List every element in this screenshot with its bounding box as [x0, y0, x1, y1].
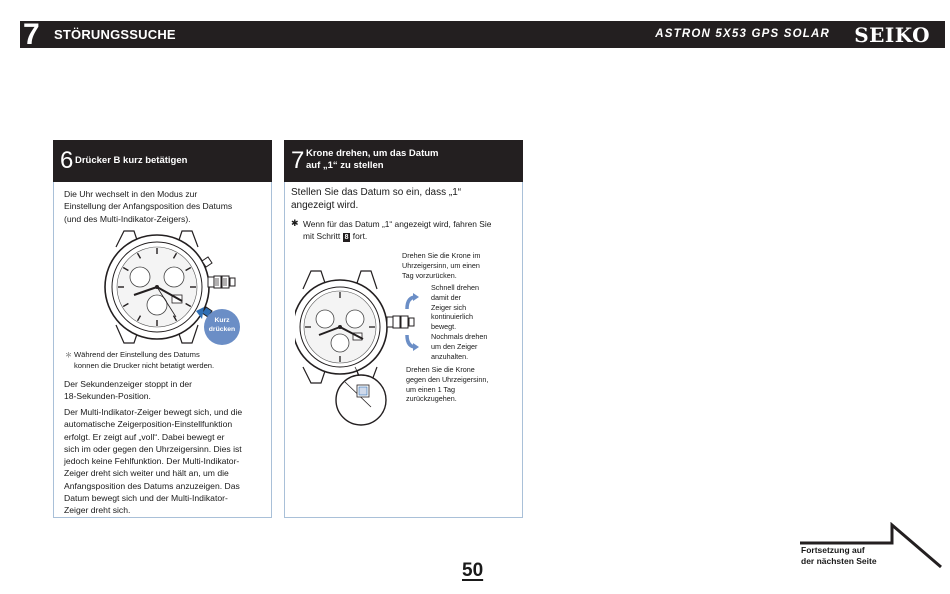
continue-note[interactable]: Fortsetzung auf der nächsten Seite — [801, 545, 877, 566]
step-number: 6 — [60, 147, 74, 174]
chapter-title: STÖRUNGSSUCHE — [54, 27, 176, 42]
step-7-panel — [284, 140, 523, 518]
page-number: 50 — [462, 560, 484, 581]
step-6-header — [53, 140, 272, 182]
step-7-lead: Stellen Sie das Datum so ein, dass „1“ angezeigt wird. — [291, 187, 462, 211]
chapter-number: 7 — [23, 18, 40, 51]
step-6-para-2: Der Multi-Indikator-Zeiger bewegt sich, und die automatische Zeigerposition-Einstellfunktion erfolgt. Er zeigt auf „voll“. Dabei bewegt er sich im oder gegen den Uhrzeigersinn. Dies ist jedoch keine Fehlfunktion. Der Multi-Indikator- Zeiger dreht sich weiter und hält an, um die Anfangsposition des Datums anzuzeigen. Das Datum bewegt sich und der Multi-Indikator- Zeiger dreht sich. — [64, 407, 243, 516]
step-badge: 8 — [344, 234, 349, 242]
callout-clockwise: Drehen Sie die Krone im Uhrzeigersinn, um einen Tag vorzurücken. — [402, 251, 481, 280]
step-7-header — [284, 140, 523, 182]
step-title: Krone drehen, um das Datum auf „1“ zu stellen — [306, 148, 439, 171]
step-title: Drücker B kurz betätigen — [75, 155, 188, 166]
note-mark: ＊ — [65, 352, 72, 359]
callout-fast-turn: Schnell drehen damit der Zeiger sich kontinuierlich bewegt. Nochmals drehen um den Zeiger anzuhalten. — [431, 283, 488, 361]
step-number: 7 — [291, 147, 305, 174]
page-header — [20, 18, 945, 51]
press-label: Kurz drücken — [208, 317, 236, 333]
rotate-counterclockwise-icon — [404, 333, 420, 351]
step-7-note: Wenn für das Datum „1“ angezeigt wird, fahren Sie mit Schritt 8 fort. — [303, 219, 492, 242]
model-name: ASTRON 5X53 GPS SOLAR — [655, 28, 830, 40]
step-6-panel — [53, 140, 272, 518]
rotate-clockwise-icon — [404, 293, 420, 311]
callout-counterclockwise: Drehen Sie die Krone gegen den Uhrzeigersinn, um einen 1 Tag zurückzugehen. — [406, 365, 489, 404]
note-mark: ✱ — [291, 218, 299, 228]
step-6-intro: Die Uhr wechselt in den Modus zur Einstellung der Anfangsposition des Datums (und des Multi-Indikator-Zeigers). — [64, 189, 233, 224]
step-6-para-1: Der Sekundenzeiger stoppt in der 18-Sekunden-Position. — [64, 379, 193, 402]
step-6-note: Während der Einstellung des Datums konnen die Drucker nicht betatigt werden. — [74, 350, 215, 370]
brand-logo: SEIKO — [854, 23, 930, 47]
